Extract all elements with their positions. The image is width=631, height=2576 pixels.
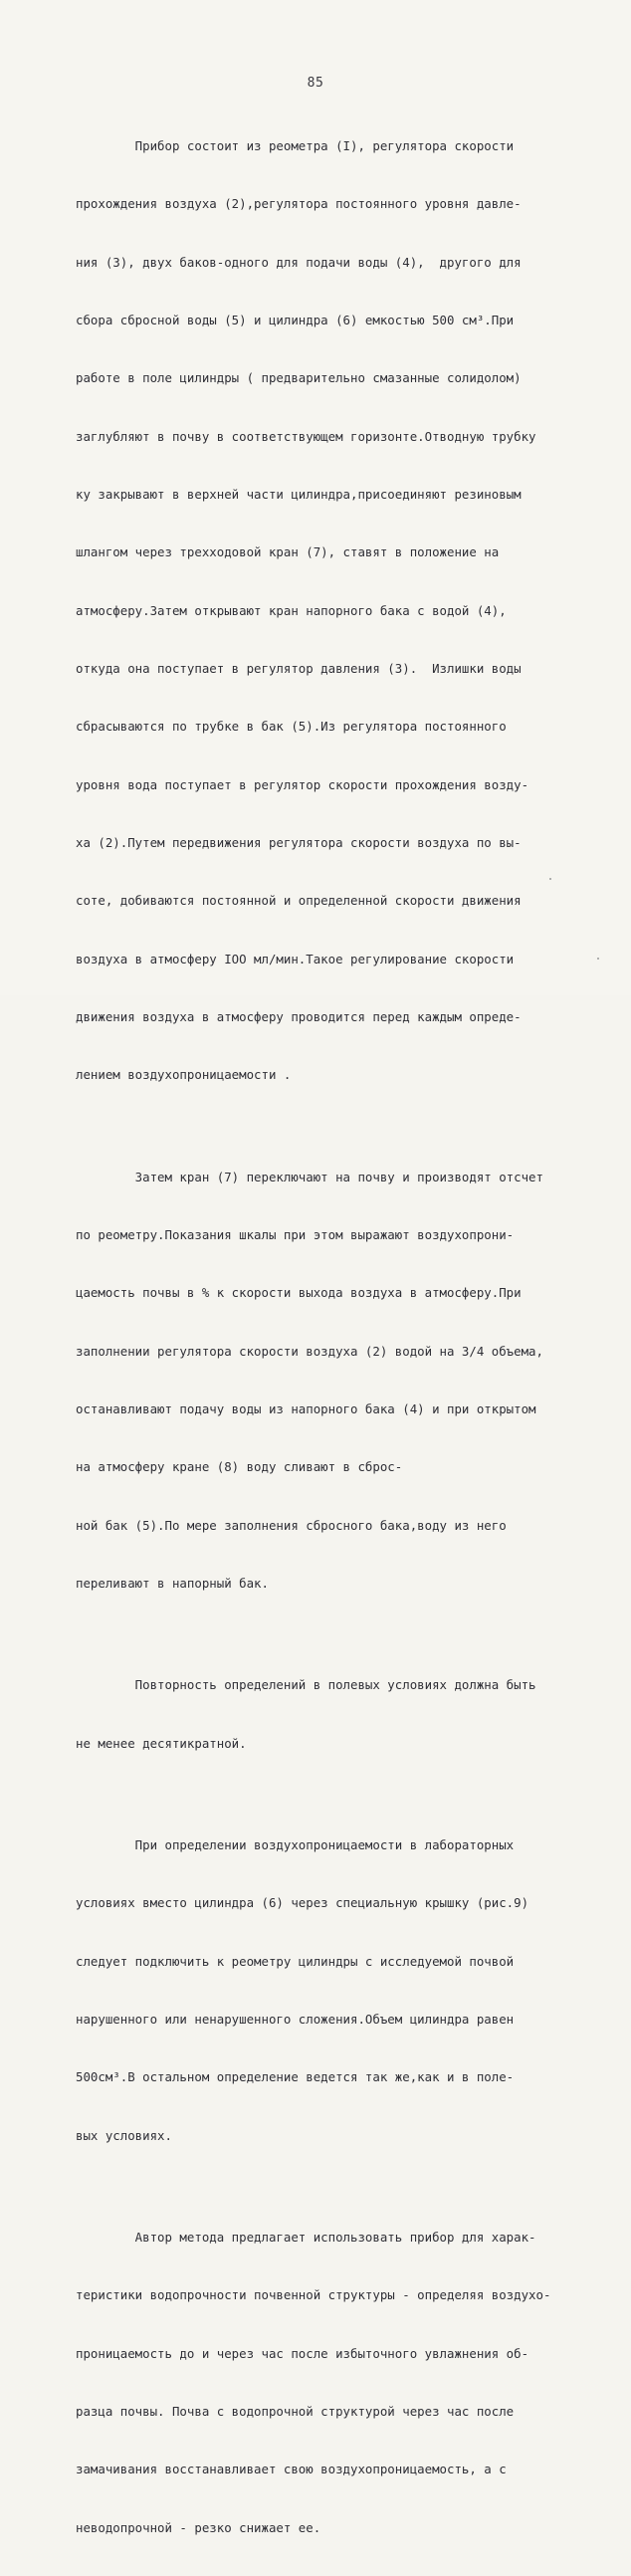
text-line: на атмосферу кране (8) воду сливают в сброс- bbox=[76, 1459, 403, 1475]
text-line: уровня вода поступает в регулятор скорости прохождения возду- bbox=[76, 776, 529, 792]
text-line: сбрасываются по трубке в бак (5).Из регулятора постоянного bbox=[76, 719, 507, 735]
text-line: атмосферу.Затем открывают кран напорного бака с водой (4), bbox=[76, 602, 507, 618]
text-line: соте, добиваются постоянной и определенной скорости движения bbox=[76, 893, 522, 909]
text-line: работе в поле цилиндры ( предварительно смазанные солидолом) bbox=[76, 370, 522, 386]
text-line: условиях вместо цилиндра (6) через специальную крышку (рис.9) bbox=[76, 1895, 529, 1911]
text-line: ной бак (5).По мере заполнения сбросного бака,воду из него bbox=[76, 1517, 507, 1533]
text-line: по реометру.Показания шкалы при этом выражают воздухопрони- bbox=[76, 1227, 515, 1242]
text-line: ха (2).Путем передвижения регулятора скорости воздуха по вы- bbox=[76, 835, 522, 851]
text-line: Затем кран (7) переключают на почву и производят отсчет bbox=[76, 1169, 543, 1184]
text-line: прохождения воздуха (2),регулятора постоянного уровня давле- bbox=[76, 196, 522, 212]
text-line: Повторность определений в полевых условиях должна быть bbox=[76, 1677, 536, 1693]
paragraph-gap bbox=[76, 1124, 593, 1129]
paper-speck bbox=[549, 878, 551, 880]
text-line: переливают в напорный бак. bbox=[76, 1576, 269, 1592]
text-line: ку закрывают в верхней части цилиндра,присоединяют резиновым bbox=[76, 486, 522, 502]
text-line: заглубляют в почву в соответствующем горизонте.Отводную трубку bbox=[76, 428, 536, 444]
text-line: цаемость почвы в % к скорости выхода воздуха в атмосферу.При bbox=[76, 1285, 522, 1301]
paper-speck bbox=[597, 958, 599, 960]
text-line: При определении воздухопроницаемости в лабораторных bbox=[76, 1836, 515, 1852]
text-line: неводопрочной - резко снижает ее. bbox=[76, 2519, 321, 2535]
text-line: теристики водопрочности почвенной структуры - определяя воздухо- bbox=[76, 2287, 551, 2303]
page-number: 85 bbox=[307, 76, 324, 91]
text-line: следует подключить к реометру цилиндры с исследуемой почвой bbox=[76, 1953, 515, 1969]
text-line: откуда она поступает в регулятор давления (3). Излишки воды bbox=[76, 661, 522, 676]
text-line: разца почвы. Почва с водопрочной структурой через час после bbox=[76, 2403, 515, 2419]
text-line: ния (3), двух баков-одного для подачи воды (4), другого для bbox=[76, 254, 522, 270]
text-line: замачивания восстанавливает свою воздухопроницаемость, а с bbox=[76, 2462, 507, 2477]
text-line: движения воздуха в атмосферу проводится перед каждым опреде- bbox=[76, 1009, 522, 1025]
text-line: сбора сбросной воды (5) и цилиндра (6) емкостью 500 см³.При bbox=[76, 312, 515, 327]
text-line: вых условиях. bbox=[76, 2127, 172, 2143]
text-line: шлангом через трехходовой кран (7), ставят в положение на bbox=[76, 544, 500, 560]
text-line: не менее десятикратной. bbox=[76, 1735, 247, 1751]
text-line: 500см³.В остальном определение ведется так же,как и в поле- bbox=[76, 2069, 515, 2085]
text-line: воздуха в атмосферу IOO мл/мин.Такое регулирование скорости bbox=[76, 951, 515, 966]
text-line: заполнении регулятора скорости воздуха (2) водой на 3/4 объема, bbox=[76, 1343, 543, 1359]
body-text bbox=[76, 98, 593, 2576]
paragraph-gap bbox=[76, 1631, 593, 1636]
text-line: проницаемость до и через час после избыточного увлажнения об- bbox=[76, 2345, 529, 2361]
text-line: Автор метода предлагает использовать прибор для харак- bbox=[76, 2229, 536, 2245]
paragraph-gap bbox=[76, 1792, 593, 1797]
text-line: останавливают подачу воды из напорного бака (4) и при открытом bbox=[76, 1401, 536, 1417]
text-line: лением воздухопроницаемости . bbox=[76, 1067, 292, 1083]
text-line: нарушенного или ненарушенного сложения.Объем цилиндра равен bbox=[76, 2011, 515, 2027]
text-line: Прибор состоит из реометра (I), регулятора скорости bbox=[76, 137, 515, 153]
paragraph-gap bbox=[76, 2184, 593, 2189]
